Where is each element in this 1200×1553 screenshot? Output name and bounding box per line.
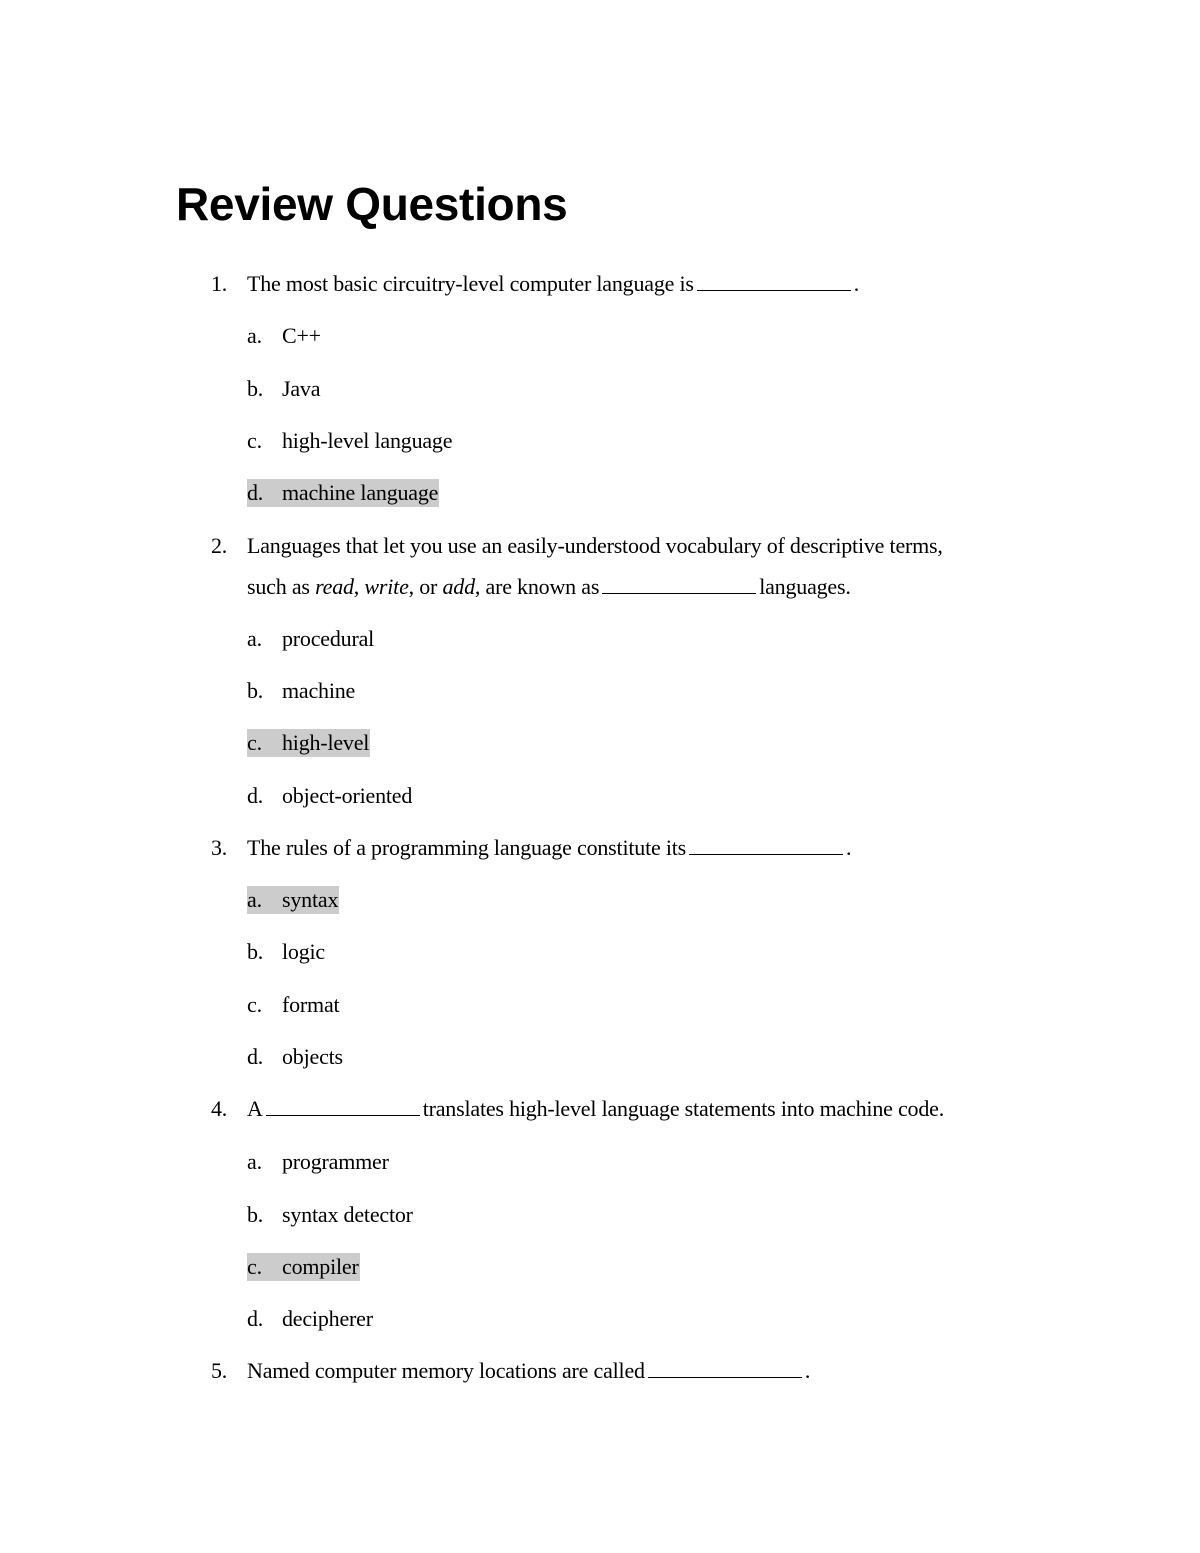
question-1-option-c — [247, 427, 452, 455]
question-3-option-d — [247, 1043, 343, 1071]
option-letter: d. — [247, 783, 264, 808]
question-5-text — [247, 1357, 810, 1385]
question-4-end: translates high-level language statements into machine code. — [422, 1096, 945, 1121]
question-2-text-line-1: Languages that let you use an easily-understood vocabulary of descriptive terms, — [247, 533, 943, 558]
question-2-text-line-2: such as read, write, or add, are known as languages. — [247, 574, 851, 599]
option-letter: b. — [247, 939, 264, 964]
question-1-text — [247, 270, 859, 298]
question-2-end: languages. — [759, 574, 851, 599]
option-letter: b. — [247, 1202, 264, 1227]
question-1-option-b — [247, 375, 320, 403]
option-letter: d. — [247, 1044, 264, 1069]
answer-blank — [266, 1095, 420, 1116]
option-text: logic — [282, 939, 325, 964]
page-title: Review Questions — [176, 178, 568, 230]
option-letter: a. — [247, 1149, 262, 1174]
option-letter: d. — [247, 1306, 264, 1331]
question-2-mid: , are known as — [474, 574, 600, 599]
question-4-option-d — [247, 1305, 373, 1333]
question-3-end: . — [846, 835, 852, 860]
question-1-option-d-correct-answer — [247, 479, 439, 507]
option-letter: c. — [247, 992, 262, 1017]
option-text: syntax — [282, 887, 339, 912]
option-text: procedural — [282, 626, 375, 651]
term-add: add — [442, 574, 475, 599]
option-text: programmer — [282, 1149, 389, 1174]
question-2-option-d — [247, 782, 412, 810]
option-text: machine language — [282, 480, 439, 505]
question-3-stem: The rules of a programming language constitute its — [247, 835, 687, 860]
question-2-option-a — [247, 625, 374, 653]
answer-blank — [602, 573, 756, 594]
option-letter: c. — [247, 428, 262, 453]
option-text: high-level language — [282, 428, 453, 453]
question-1-end: . — [853, 271, 860, 296]
option-text: machine — [282, 678, 356, 703]
question-3-number: 3. — [211, 835, 228, 860]
question-2-option-c-correct-answer — [247, 729, 370, 757]
question-5-number: 5. — [211, 1358, 228, 1383]
option-text: compiler — [282, 1254, 359, 1279]
question-5-stem: Named computer memory locations are called — [247, 1358, 645, 1383]
option-text: C++ — [282, 323, 321, 348]
question-3-option-c — [247, 991, 339, 1019]
question-1-stem: The most basic circuitry-level computer language is — [247, 271, 694, 296]
question-4-number: 4. — [211, 1096, 228, 1121]
option-text: object-oriented — [282, 783, 413, 808]
answer-blank — [648, 1357, 802, 1378]
option-text: format — [282, 992, 340, 1017]
question-4-text — [247, 1095, 944, 1123]
question-4-stem: A — [247, 1096, 263, 1121]
option-letter: c. — [247, 1254, 262, 1279]
question-1-number: 1. — [211, 271, 228, 296]
option-text: high-level — [282, 730, 370, 755]
option-text: decipherer — [282, 1306, 373, 1331]
question-2-option-b — [247, 677, 355, 705]
question-3-option-a-correct-answer — [247, 886, 339, 914]
question-4-option-b — [247, 1201, 413, 1229]
option-text: syntax detector — [282, 1202, 413, 1227]
option-letter: a. — [247, 626, 262, 651]
question-1-option-a — [247, 322, 321, 350]
option-letter: c. — [247, 730, 262, 755]
question-3-text — [247, 834, 851, 862]
answer-blank — [689, 834, 843, 855]
question-2-prefix: such as — [247, 574, 310, 599]
term-read: read — [315, 574, 354, 599]
answer-blank — [697, 270, 851, 291]
option-letter: b. — [247, 678, 264, 703]
question-5-end: . — [804, 1358, 811, 1383]
question-4-option-a — [247, 1148, 389, 1176]
term-write: write — [364, 574, 409, 599]
option-letter: a. — [247, 887, 262, 912]
question-2-or: or — [419, 574, 438, 599]
option-letter: b. — [247, 376, 264, 401]
question-3-option-b — [247, 938, 325, 966]
option-text: Java — [282, 376, 321, 401]
option-text: objects — [282, 1044, 343, 1069]
option-letter: a. — [247, 323, 262, 348]
question-4-option-c-correct-answer — [247, 1253, 360, 1281]
option-letter: d. — [247, 480, 264, 505]
question-2-number: 2. — [211, 533, 228, 558]
